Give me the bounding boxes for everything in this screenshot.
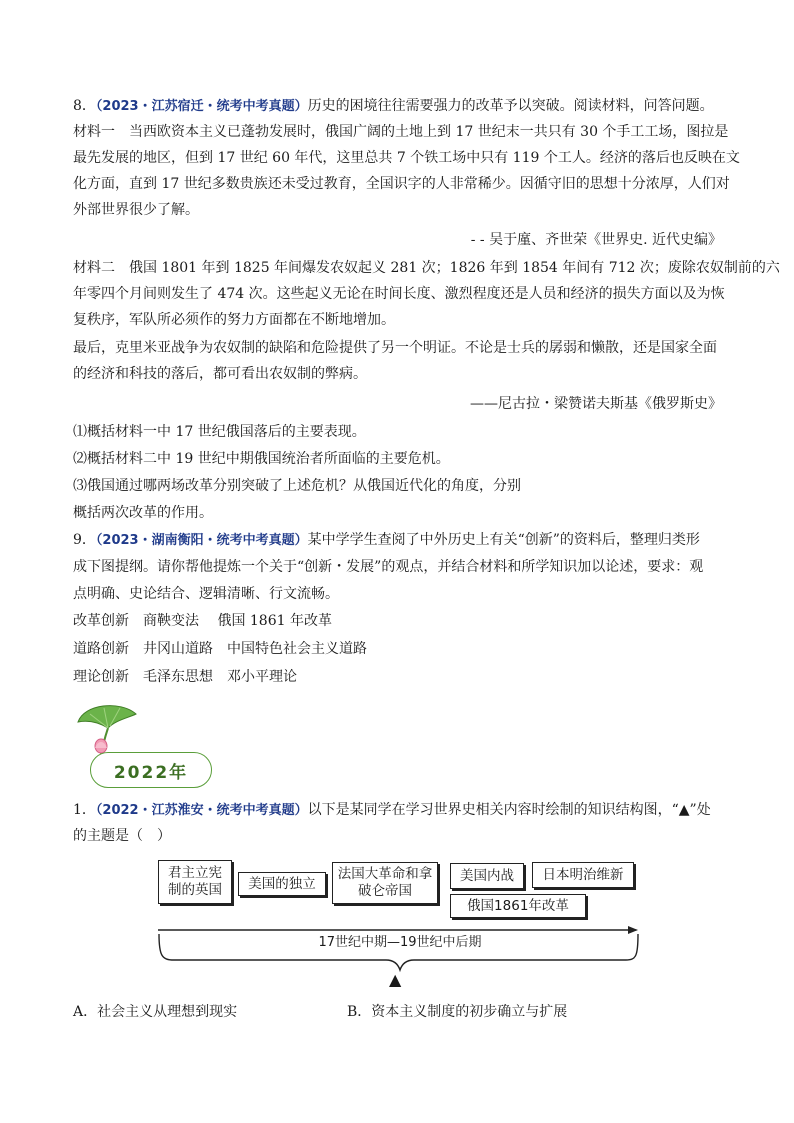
q9-source: （2023・湖南衡阳・统考中考真题）	[95, 533, 308, 548]
q9-row-reform: 改革创新 商鞅变法 俄国 1861 年改革	[73, 613, 332, 629]
box-meiji-restoration: 日本明治维新	[532, 862, 634, 888]
q8-question-3-cont: 概括两次改革的作用。	[73, 505, 213, 521]
q1-stem-line2: 的主题是（ ）	[73, 828, 171, 844]
q8-material2-line2: 年零四个月间则发生了 474 次。这些起义无论在时间长度、激烈程度还是人员和经济的损失方面以及为恢	[73, 286, 725, 302]
triangle-marker-icon: ▲	[389, 970, 402, 989]
q8-question-2: ⑵概括材料二中 19 世纪中期俄国统治者所面临的主要危机。	[73, 451, 450, 467]
box-american-civil-war: 美国内战	[450, 863, 524, 889]
q8-question-3: ⑶俄国通过哪两场改革分别突破了上述危机？从俄国近代化的角度，分别	[73, 478, 521, 494]
timeline-label: 17世纪中期—19世纪中后期	[318, 935, 482, 950]
q8-material1-citation: - - 吴于廑、齐世荣《世界史. 近代史编》	[470, 232, 722, 248]
box-constitutional-britain: 君主立宪制的英国	[158, 860, 232, 904]
q8-material2-line5: 的经济和科技的落后，都可看出农奴制的弊病。	[73, 366, 367, 382]
box-russia-1861-reform: 俄国1861年改革	[450, 894, 586, 918]
q1-number: 1．	[73, 802, 96, 818]
q9-row-theory: 理论创新 毛泽东思想 邓小平理论	[73, 669, 297, 685]
q8-stem: 历史的困境往往需要强力的改革予以突破。阅读材料，问答问题。	[307, 98, 714, 114]
q8-material2-citation: ——尼古拉・梁赞诺夫斯基《俄罗斯史》	[470, 396, 722, 412]
q9-stem-line3: 点明确、史论结合、逻辑清晰、行文流畅。	[73, 586, 339, 602]
q1-header	[73, 800, 711, 821]
q9-stem-line1: 某中学学生查阅了中外历史上有关“创新”的资料后，整理归类形	[307, 532, 700, 548]
box-american-independence: 美国的独立	[238, 872, 326, 896]
q9-number: 9．	[73, 532, 96, 548]
q8-material2-line3: 复秩序，军队所必须作的努力方面都在不断地增加。	[73, 312, 395, 328]
year-badge: 2022年	[90, 752, 212, 788]
q8-material2-line4: 最后，克里米亚战争为农奴制的缺陷和危险提供了另一个明证。不论是士兵的孱弱和懒散，还是国家全面	[73, 340, 717, 356]
q1-source: （2022・江苏淮安・统考中考真题）	[95, 803, 308, 818]
option-a[interactable]: A．社会主义从理想到现实	[73, 1004, 238, 1020]
q8-material1-line3: 化方面，直到 17 世纪多数贵族还未受过教育，全国识字的人非常稀少。因循守旧的思想十分浓厚，人们对	[73, 176, 730, 192]
q8-number: 8．	[73, 98, 96, 114]
q8-material2-line1: 材料二 俄国 1801 年到 1825 年间爆发农奴起义 281 次；1826 年到 1854 年间有 712 次；废除农奴制前的六	[73, 260, 780, 276]
option-b[interactable]: B．资本主义制度的初步确立与扩展	[347, 1004, 568, 1020]
q1-stem: 以下是某同学在学习世界史相关内容时绘制的知识结构图，“▲”处	[307, 802, 711, 818]
q8-material1-line2: 最先发展的地区，但到 17 世纪 60 年代，这里总共 7 个铁工场中只有 119 个工人。经济的落后也反映在文	[73, 150, 740, 166]
q8-header	[73, 96, 714, 117]
q8-question-1: ⑴概括材料一中 17 世纪俄国落后的主要表现。	[73, 424, 366, 440]
q8-material1-line4: 外部世界很少了解。	[73, 202, 199, 218]
q9-stem-line2: 成下图提纲。请你帮他提炼一个关于“创新・发展”的观点，并结合材料和所学知识加以论述，要求：观	[73, 559, 704, 575]
box-french-revolution: 法国大革命和拿破仑帝国	[332, 862, 438, 904]
q8-source: （2023・江苏宿迁・统考中考真题）	[95, 99, 308, 114]
q8-material1-line1: 材料一 当西欧资本主义已蓬勃发展时，俄国广阔的土地上到 17 世纪末一共只有 30 个手工工场，图拉是	[73, 124, 729, 140]
q9-row-road: 道路创新 井冈山道路 中国特色社会主义道路	[73, 641, 367, 657]
q9-header	[73, 530, 700, 551]
